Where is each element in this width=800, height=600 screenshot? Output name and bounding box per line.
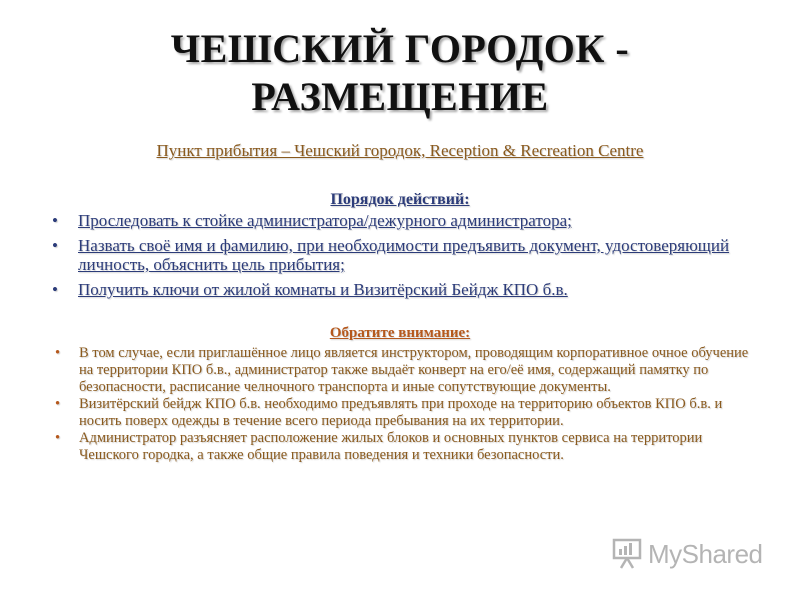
bullet-icon: • (55, 430, 61, 446)
bullet-icon: • (52, 280, 58, 299)
list-item (52, 280, 752, 299)
steps-heading: Порядок действий: (330, 191, 470, 208)
step-text: Проследовать к стойке администратора/дежурного администратора; (78, 211, 572, 230)
watermark-logo (610, 536, 770, 572)
list-item (52, 211, 752, 230)
note-text: Администратор разъясняет расположение жилых блоков и основных пунктов сервиса на территории Чешского городка, а также общие правила поведения и техники безопасности. (79, 430, 703, 463)
presentation-board-icon (610, 537, 644, 571)
bullet-icon: • (55, 396, 61, 412)
notes-list (55, 345, 755, 464)
notes-heading: Обратите внимание: (329, 325, 471, 341)
watermark-text: MyShared (648, 538, 763, 569)
note-text: Визитёрский бейдж КПО б.в. необходимо предъявлять при проходе на территорию объектов КПО б.в. и носить поверх одежды в течение всего периода пребывания на их территории. (79, 396, 723, 429)
arrival-point-text: Пункт прибытия – Чешский городок, Reception & Recreation Centre (156, 141, 644, 160)
bullet-icon: • (52, 236, 58, 255)
list-item (55, 396, 755, 430)
list-item (55, 430, 755, 464)
step-text: Получить ключи от жилой комнаты и Визитёрский Бейдж КПО б.в. (78, 280, 568, 299)
step-text: Назвать своё имя и фамилию, при необходимости предъявить документ, удостоверяющий личность, объяснить цель прибытия; (78, 236, 730, 274)
steps-list (52, 211, 752, 305)
bullet-icon: • (55, 345, 61, 361)
title-line-1: ЧЕШСКИЙ ГОРОДОК - (170, 26, 630, 71)
bullet-icon: • (52, 211, 58, 230)
note-text: В том случае, если приглашённое лицо является инструктором, проводящим корпоративное очное обучение на территории КПО б.в., администратор также выдаёт конверт на его/её имя, содержащий памятку по безопасности, расписание челночного транспорта и иные сопутствующие документы. (79, 345, 749, 395)
title-line-2: РАЗМЕЩЕНИЕ (251, 74, 549, 119)
list-item (52, 236, 752, 274)
list-item (55, 345, 755, 396)
